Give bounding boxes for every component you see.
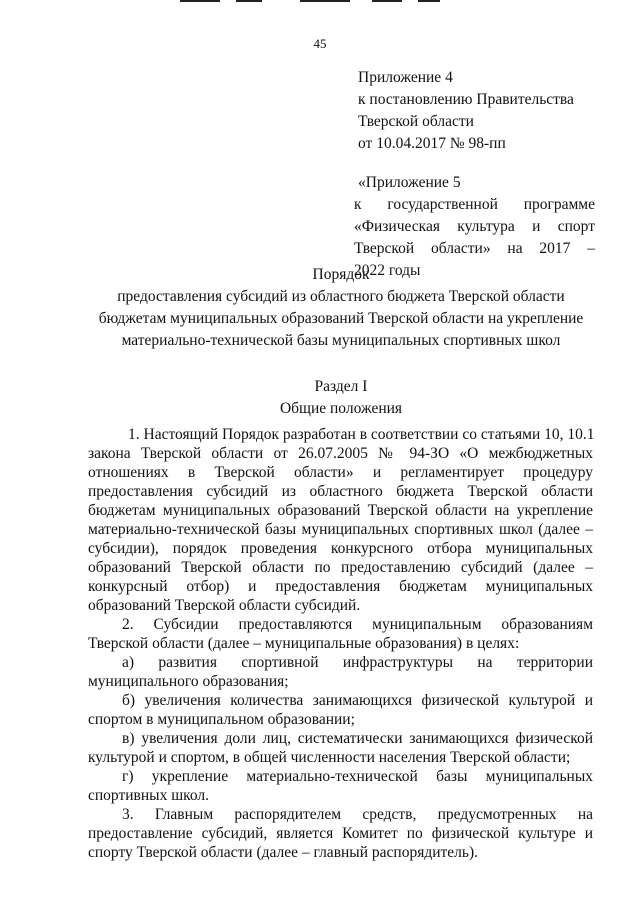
text-line: отношениях в Тверской области» и регламентирует процедуру (88, 464, 593, 481)
text-line: муниципального образования; (88, 673, 289, 690)
appendix-4-header (358, 67, 574, 155)
scan-artifact (418, 0, 440, 2)
appendix-line: «Физическая культура и спорт (354, 218, 595, 235)
appendix-line: «Приложение 5 (358, 174, 461, 191)
body-text (88, 425, 593, 862)
text-line: б) увеличения количества занимающихся физической культурой и (122, 692, 593, 709)
paragraph-2b (88, 691, 593, 729)
text-line: бюджетам муниципальных образований Тверской области на укрепление (88, 502, 593, 519)
section-heading (80, 376, 602, 420)
text-line: предоставление субсидий, является Комитет по физической культуре и (88, 825, 593, 842)
scan-artifact (236, 0, 262, 2)
document-title (80, 264, 602, 352)
section-number: Раздел I (314, 378, 368, 395)
appendix-line: Приложение 4 (358, 69, 453, 86)
scan-artifact (180, 0, 220, 2)
text-line: спорту Тверской области (далее – главный распорядитель). (88, 844, 478, 861)
appendix-line: Тверской области (358, 113, 474, 130)
text-line: конкурсный отбор) и предоставления бюджетам муниципальных (88, 578, 593, 595)
appendix-line: 2022 годы (354, 262, 421, 279)
page-number: 45 (313, 36, 327, 51)
paragraph-2 (88, 615, 593, 653)
section-name: Общие положения (279, 400, 403, 417)
appendix-line: Тверской области» на 2017 – (354, 240, 595, 257)
text-line: культурой и спортом, в общей численности населения Тверской области; (88, 749, 571, 766)
title-heading: Порядок (312, 266, 370, 283)
title-line: материально-технической базы муниципальных спортивных школ (121, 332, 561, 349)
text-line: г) укрепление материально-технической базы муниципальных (122, 768, 593, 785)
text-line: 3. Главным распорядителем средств, предусмотренных на (122, 806, 593, 823)
appendix-line: от 10.04.2017 № 98-пп (358, 135, 506, 152)
text-line: предоставления субсидий из областного бюджета Тверской области (88, 483, 593, 500)
text-line: спортом в муниципальном образовании; (88, 711, 355, 728)
appendix-line: к постановлению Правительства (358, 91, 574, 108)
text-line: а) развития спортивной инфраструктуры на территории (122, 654, 593, 671)
text-line: в) увеличения доли лиц, систематически занимающихся физической (122, 730, 593, 747)
paragraph-1 (88, 425, 593, 615)
title-line: предоставления субсидий из областного бюджета Тверской области (117, 288, 565, 305)
text-line: 1. Настоящий Порядок разработан в соответствии со статьями 10, 10.1 (128, 426, 595, 443)
appendix-line: к государственной программе (354, 196, 595, 213)
text-line: закона Тверской области от 26.07.2005 № 94-ЗО «О межбюджетных (88, 445, 593, 462)
text-line: образований Тверской области по предоставлению субсидий (далее – (88, 559, 593, 576)
scan-artifact (300, 0, 350, 2)
scan-artifact (372, 0, 402, 2)
paragraph-2a (88, 653, 593, 691)
text-line: образований Тверской области субсидий. (88, 597, 361, 614)
text-line: 2. Субсидии предоставляются муниципальным образованиям (122, 616, 593, 633)
title-line: бюджетам муниципальных образований Тверской области на укрепление (98, 310, 584, 327)
paragraph-2g (88, 767, 593, 805)
text-line: субсидии), порядок проведения конкурсного отбора муниципальных (88, 540, 593, 557)
text-line: спортивных школ. (88, 787, 210, 804)
paragraph-2v (88, 729, 593, 767)
text-line: Тверской области (далее – муниципальные образования) в целях: (88, 635, 520, 652)
text-line: материально-технической базы муниципальных спортивных школ (далее – (88, 521, 593, 538)
paragraph-3 (88, 805, 593, 862)
